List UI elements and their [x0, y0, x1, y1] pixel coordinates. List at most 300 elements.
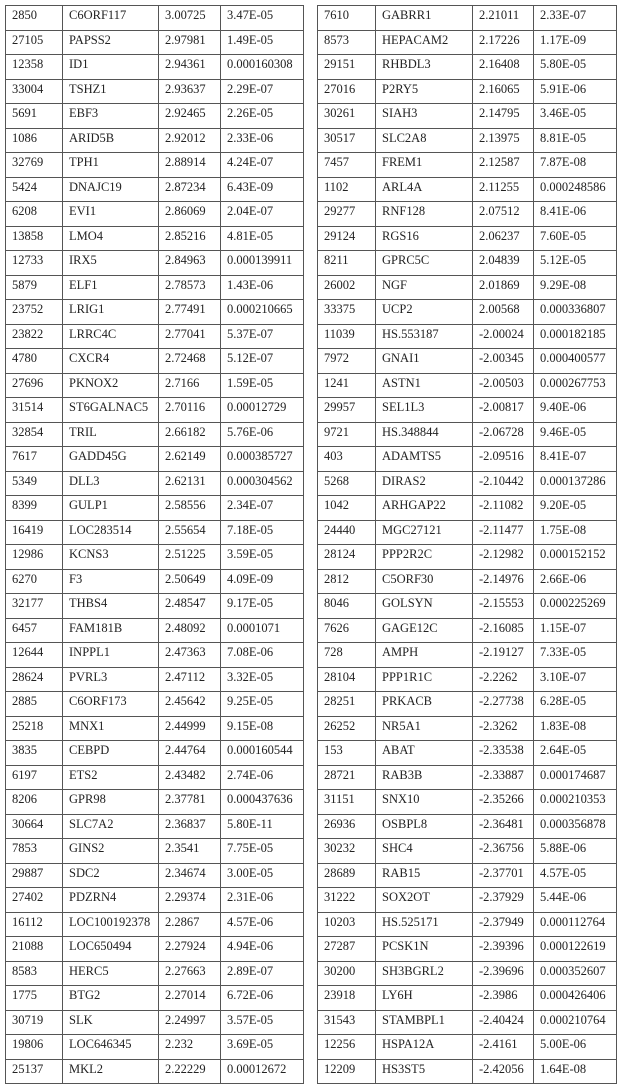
- table-row: [6, 839, 304, 864]
- table-row: [318, 618, 617, 643]
- fold-change-cell: 2.47112: [159, 667, 221, 692]
- fold-change-cell: 2.7166: [159, 373, 221, 398]
- p-value-cell: 2.74E-06: [221, 765, 304, 790]
- p-value-cell: 0.000174687: [534, 765, 617, 790]
- table-row: [318, 1010, 617, 1035]
- gene-symbol-cell: ID1: [63, 55, 159, 80]
- fold-change-cell: 2.62131: [159, 471, 221, 496]
- gene-symbol-cell: UCP2: [376, 300, 473, 325]
- p-value-cell: 2.04E-07: [221, 202, 304, 227]
- p-value-cell: 0.000137286: [534, 471, 617, 496]
- fold-change-cell: 2.85216: [159, 226, 221, 251]
- probe-id-cell: 27402: [6, 888, 63, 913]
- table-row: [318, 961, 617, 986]
- probe-id-cell: 2850: [6, 6, 63, 31]
- gene-symbol-cell: SIAH3: [376, 104, 473, 129]
- p-value-cell: 4.57E-06: [221, 912, 304, 937]
- probe-id-cell: 31151: [318, 790, 376, 815]
- p-value-cell: 0.000139911: [221, 251, 304, 276]
- table-row: [6, 202, 304, 227]
- table-row: [318, 202, 617, 227]
- p-value-cell: 1.49E-05: [221, 30, 304, 55]
- p-value-cell: 0.000248586: [534, 177, 617, 202]
- probe-id-cell: 1775: [6, 986, 63, 1011]
- gene-symbol-cell: RGS16: [376, 226, 473, 251]
- table-row: [318, 447, 617, 472]
- p-value-cell: 7.75E-05: [221, 839, 304, 864]
- probe-id-cell: 31514: [6, 398, 63, 423]
- gene-symbol-cell: C6ORF117: [63, 6, 159, 31]
- p-value-cell: 5.76E-06: [221, 422, 304, 447]
- probe-id-cell: 403: [318, 447, 376, 472]
- gene-symbol-cell: ELF1: [63, 275, 159, 300]
- gene-symbol-cell: GINS2: [63, 839, 159, 864]
- table-row: [6, 863, 304, 888]
- probe-id-cell: 153: [318, 741, 376, 766]
- p-value-cell: 3.69E-05: [221, 1035, 304, 1060]
- gene-symbol-cell: PVRL3: [63, 667, 159, 692]
- fold-change-cell: -2.06728: [473, 422, 534, 447]
- probe-id-cell: 8211: [318, 251, 376, 276]
- table-row: [6, 398, 304, 423]
- p-value-cell: 0.000210764: [534, 1010, 617, 1035]
- fold-change-cell: -2.36756: [473, 839, 534, 864]
- table-row: [6, 447, 304, 472]
- fold-change-cell: 2.44764: [159, 741, 221, 766]
- fold-change-cell: 2.01869: [473, 275, 534, 300]
- gene-symbol-cell: ASTN1: [376, 373, 473, 398]
- probe-id-cell: 13858: [6, 226, 63, 251]
- gene-symbol-cell: THBS4: [63, 594, 159, 619]
- gene-symbol-cell: RAB3B: [376, 765, 473, 790]
- p-value-cell: 1.43E-06: [221, 275, 304, 300]
- p-value-cell: 9.46E-05: [534, 422, 617, 447]
- gene-table-right: [317, 5, 617, 1084]
- probe-id-cell: 8046: [318, 594, 376, 619]
- probe-id-cell: 28689: [318, 863, 376, 888]
- probe-id-cell: 12256: [318, 1035, 376, 1060]
- probe-id-cell: 28251: [318, 692, 376, 717]
- probe-id-cell: 6197: [6, 765, 63, 790]
- table-row: [6, 692, 304, 717]
- fold-change-cell: -2.2262: [473, 667, 534, 692]
- fold-change-cell: 2.48092: [159, 618, 221, 643]
- table-row: [6, 790, 304, 815]
- probe-id-cell: 12733: [6, 251, 63, 276]
- gene-symbol-cell: EVI1: [63, 202, 159, 227]
- gene-symbol-cell: FREM1: [376, 153, 473, 178]
- table-row: [6, 471, 304, 496]
- probe-id-cell: 25218: [6, 716, 63, 741]
- gene-symbol-cell: STAMBPL1: [376, 1010, 473, 1035]
- p-value-cell: 5.12E-05: [534, 251, 617, 276]
- p-value-cell: 0.000225269: [534, 594, 617, 619]
- p-value-cell: 5.80E-11: [221, 814, 304, 839]
- table-row: [6, 594, 304, 619]
- table-row: [6, 1035, 304, 1060]
- gene-symbol-cell: IRX5: [63, 251, 159, 276]
- probe-id-cell: 24440: [318, 520, 376, 545]
- probe-id-cell: 8399: [6, 496, 63, 521]
- table-row: [318, 569, 617, 594]
- probe-id-cell: 8206: [6, 790, 63, 815]
- probe-id-cell: 30200: [318, 961, 376, 986]
- fold-change-cell: 2.44999: [159, 716, 221, 741]
- fold-change-cell: 2.13975: [473, 128, 534, 153]
- fold-change-cell: -2.37929: [473, 888, 534, 913]
- table-row: [6, 986, 304, 1011]
- gene-symbol-cell: HS3ST5: [376, 1059, 473, 1084]
- gene-symbol-cell: SLC2A8: [376, 128, 473, 153]
- probe-id-cell: 28624: [6, 667, 63, 692]
- probe-id-cell: 7853: [6, 839, 63, 864]
- table-row: [318, 128, 617, 153]
- table-row: [6, 55, 304, 80]
- fold-change-cell: 2.92465: [159, 104, 221, 129]
- gene-symbol-cell: C6ORF173: [63, 692, 159, 717]
- fold-change-cell: 2.93637: [159, 79, 221, 104]
- p-value-cell: 5.37E-07: [221, 324, 304, 349]
- fold-change-cell: 2.00568: [473, 300, 534, 325]
- table-row: [318, 422, 617, 447]
- p-value-cell: 3.10E-07: [534, 667, 617, 692]
- gene-symbol-cell: GOLSYN: [376, 594, 473, 619]
- p-value-cell: 2.29E-07: [221, 79, 304, 104]
- probe-id-cell: 5879: [6, 275, 63, 300]
- p-value-cell: 8.41E-06: [534, 202, 617, 227]
- gene-symbol-cell: NR5A1: [376, 716, 473, 741]
- table-row: [6, 496, 304, 521]
- probe-id-cell: 10203: [318, 912, 376, 937]
- probe-id-cell: 12644: [6, 643, 63, 668]
- fold-change-cell: 2.66182: [159, 422, 221, 447]
- fold-change-cell: 2.87234: [159, 177, 221, 202]
- probe-id-cell: 26936: [318, 814, 376, 839]
- p-value-cell: 7.60E-05: [534, 226, 617, 251]
- table-row: [6, 275, 304, 300]
- table-row: [318, 790, 617, 815]
- gene-symbol-cell: TRIL: [63, 422, 159, 447]
- table-row: [318, 1035, 617, 1060]
- fold-change-cell: 2.3541: [159, 839, 221, 864]
- gene-symbol-cell: ABAT: [376, 741, 473, 766]
- gene-symbol-cell: HERC5: [63, 961, 159, 986]
- table-row: [318, 275, 617, 300]
- probe-id-cell: 9721: [318, 422, 376, 447]
- p-value-cell: 9.29E-08: [534, 275, 617, 300]
- fold-change-cell: -2.36481: [473, 814, 534, 839]
- p-value-cell: 1.17E-09: [534, 30, 617, 55]
- fold-change-cell: 2.45642: [159, 692, 221, 717]
- probe-id-cell: 5349: [6, 471, 63, 496]
- p-value-cell: 0.0001071: [221, 618, 304, 643]
- table-row: [318, 839, 617, 864]
- fold-change-cell: -2.39396: [473, 937, 534, 962]
- p-value-cell: 5.00E-06: [534, 1035, 617, 1060]
- probe-id-cell: 1042: [318, 496, 376, 521]
- fold-change-cell: 2.2867: [159, 912, 221, 937]
- probe-id-cell: 16419: [6, 520, 63, 545]
- p-value-cell: 0.000400577: [534, 349, 617, 374]
- p-value-cell: 5.88E-06: [534, 839, 617, 864]
- p-value-cell: 0.000210665: [221, 300, 304, 325]
- fold-change-cell: -2.33538: [473, 741, 534, 766]
- fold-change-cell: -2.27738: [473, 692, 534, 717]
- p-value-cell: 9.40E-06: [534, 398, 617, 423]
- table-row: [6, 251, 304, 276]
- table-row: [318, 814, 617, 839]
- gene-symbol-cell: PPP2R2C: [376, 545, 473, 570]
- p-value-cell: 0.000336807: [534, 300, 617, 325]
- gene-symbol-cell: HSPA12A: [376, 1035, 473, 1060]
- table-row: [6, 128, 304, 153]
- p-value-cell: 0.00012729: [221, 398, 304, 423]
- p-value-cell: 5.12E-07: [221, 349, 304, 374]
- p-value-cell: 3.32E-05: [221, 667, 304, 692]
- gene-symbol-cell: GABRR1: [376, 6, 473, 31]
- table-row: [6, 373, 304, 398]
- table-row: [6, 422, 304, 447]
- gene-symbol-cell: P2RY5: [376, 79, 473, 104]
- p-value-cell: 1.64E-08: [534, 1059, 617, 1084]
- p-value-cell: 0.000385727: [221, 447, 304, 472]
- gene-table-left: [5, 5, 304, 1084]
- probe-id-cell: 1241: [318, 373, 376, 398]
- probe-id-cell: 26252: [318, 716, 376, 741]
- p-value-cell: 3.00E-05: [221, 863, 304, 888]
- p-value-cell: 0.000210353: [534, 790, 617, 815]
- table-row: [318, 30, 617, 55]
- fold-change-cell: 2.50649: [159, 569, 221, 594]
- p-value-cell: 7.87E-08: [534, 153, 617, 178]
- fold-change-cell: 2.27924: [159, 937, 221, 962]
- gene-symbol-cell: F3: [63, 569, 159, 594]
- p-value-cell: 7.08E-06: [221, 643, 304, 668]
- probe-id-cell: 32177: [6, 594, 63, 619]
- gene-symbol-cell: EBF3: [63, 104, 159, 129]
- gene-symbol-cell: ADAMTS5: [376, 447, 473, 472]
- probe-id-cell: 8573: [318, 30, 376, 55]
- p-value-cell: 6.28E-05: [534, 692, 617, 717]
- gene-symbol-cell: LOC283514: [63, 520, 159, 545]
- p-value-cell: 2.31E-06: [221, 888, 304, 913]
- probe-id-cell: 27287: [318, 937, 376, 962]
- table-row: [318, 888, 617, 913]
- table-row: [6, 349, 304, 374]
- fold-change-cell: 2.22229: [159, 1059, 221, 1084]
- fold-change-cell: -2.3986: [473, 986, 534, 1011]
- p-value-cell: 0.000356878: [534, 814, 617, 839]
- gene-symbol-cell: TPH1: [63, 153, 159, 178]
- fold-change-cell: 2.48547: [159, 594, 221, 619]
- p-value-cell: 0.000160308: [221, 55, 304, 80]
- p-value-cell: 4.94E-06: [221, 937, 304, 962]
- fold-change-cell: 2.17226: [473, 30, 534, 55]
- probe-id-cell: 21088: [6, 937, 63, 962]
- fold-change-cell: 2.94361: [159, 55, 221, 80]
- fold-change-cell: -2.10442: [473, 471, 534, 496]
- table-row: [6, 1059, 304, 1084]
- probe-id-cell: 5691: [6, 104, 63, 129]
- table-row: [318, 863, 617, 888]
- gene-symbol-cell: PKNOX2: [63, 373, 159, 398]
- gene-symbol-cell: GADD45G: [63, 447, 159, 472]
- fold-change-cell: -2.12982: [473, 545, 534, 570]
- fold-change-cell: -2.00024: [473, 324, 534, 349]
- table-row: [318, 912, 617, 937]
- gene-symbol-cell: SEL1L3: [376, 398, 473, 423]
- table-row: [6, 153, 304, 178]
- table-row: [6, 300, 304, 325]
- table-row: [318, 496, 617, 521]
- probe-id-cell: 27696: [6, 373, 63, 398]
- probe-id-cell: 3835: [6, 741, 63, 766]
- table-row: [318, 520, 617, 545]
- gene-symbol-cell: DLL3: [63, 471, 159, 496]
- p-value-cell: 0.000304562: [221, 471, 304, 496]
- p-value-cell: 0.000267753: [534, 373, 617, 398]
- probe-id-cell: 6270: [6, 569, 63, 594]
- gene-symbol-cell: KCNS3: [63, 545, 159, 570]
- fold-change-cell: 3.00725: [159, 6, 221, 31]
- probe-id-cell: 11039: [318, 324, 376, 349]
- p-value-cell: 6.72E-06: [221, 986, 304, 1011]
- p-value-cell: 9.25E-05: [221, 692, 304, 717]
- probe-id-cell: 28124: [318, 545, 376, 570]
- fold-change-cell: 2.58556: [159, 496, 221, 521]
- probe-id-cell: 2812: [318, 569, 376, 594]
- fold-change-cell: 2.70116: [159, 398, 221, 423]
- probe-id-cell: 25137: [6, 1059, 63, 1084]
- gene-symbol-cell: GPR98: [63, 790, 159, 815]
- table-row: [318, 765, 617, 790]
- fold-change-cell: -2.37949: [473, 912, 534, 937]
- gene-symbol-cell: NGF: [376, 275, 473, 300]
- gene-symbol-cell: ST6GALNAC5: [63, 398, 159, 423]
- p-value-cell: 9.20E-05: [534, 496, 617, 521]
- p-value-cell: 4.24E-07: [221, 153, 304, 178]
- p-value-cell: 3.47E-05: [221, 6, 304, 31]
- gene-symbol-cell: PDZRN4: [63, 888, 159, 913]
- table-row: [6, 716, 304, 741]
- table-row: [318, 545, 617, 570]
- fold-change-cell: -2.09516: [473, 447, 534, 472]
- table-row: [318, 937, 617, 962]
- gene-symbol-cell: GPRC5C: [376, 251, 473, 276]
- gene-symbol-cell: SH3BGRL2: [376, 961, 473, 986]
- p-value-cell: 7.33E-05: [534, 643, 617, 668]
- probe-id-cell: 30261: [318, 104, 376, 129]
- gene-symbol-cell: ARHGAP22: [376, 496, 473, 521]
- p-value-cell: 2.66E-06: [534, 569, 617, 594]
- p-value-cell: 5.44E-06: [534, 888, 617, 913]
- fold-change-cell: 2.27014: [159, 986, 221, 1011]
- probe-id-cell: 30517: [318, 128, 376, 153]
- p-value-cell: 2.89E-07: [221, 961, 304, 986]
- gene-symbol-cell: BTG2: [63, 986, 159, 1011]
- fold-change-cell: -2.3262: [473, 716, 534, 741]
- gene-symbol-cell: SLK: [63, 1010, 159, 1035]
- probe-id-cell: 19806: [6, 1035, 63, 1060]
- fold-change-cell: 2.51225: [159, 545, 221, 570]
- p-value-cell: 0.000437636: [221, 790, 304, 815]
- gene-symbol-cell: AMPH: [376, 643, 473, 668]
- p-value-cell: 0.000182185: [534, 324, 617, 349]
- gene-symbol-cell: GNAI1: [376, 349, 473, 374]
- table-row: [6, 324, 304, 349]
- p-value-cell: 0.000426406: [534, 986, 617, 1011]
- probe-id-cell: 5424: [6, 177, 63, 202]
- p-value-cell: 4.09E-09: [221, 569, 304, 594]
- table-row: [318, 300, 617, 325]
- gene-symbol-cell: OSBPL8: [376, 814, 473, 839]
- table-row: [6, 30, 304, 55]
- table-row: [6, 912, 304, 937]
- probe-id-cell: 27016: [318, 79, 376, 104]
- fold-change-cell: -2.00817: [473, 398, 534, 423]
- gene-symbol-cell: RAB15: [376, 863, 473, 888]
- probe-id-cell: 23918: [318, 986, 376, 1011]
- probe-id-cell: 30664: [6, 814, 63, 839]
- gene-symbol-cell: HS.553187: [376, 324, 473, 349]
- gene-symbol-cell: PPP1R1C: [376, 667, 473, 692]
- table-row: [6, 814, 304, 839]
- gene-symbol-cell: ARID5B: [63, 128, 159, 153]
- table-row: [6, 520, 304, 545]
- fold-change-cell: 2.07512: [473, 202, 534, 227]
- p-value-cell: 8.41E-07: [534, 447, 617, 472]
- table-row: [318, 741, 617, 766]
- fold-change-cell: 2.78573: [159, 275, 221, 300]
- fold-change-cell: 2.29374: [159, 888, 221, 913]
- fold-change-cell: -2.14976: [473, 569, 534, 594]
- fold-change-cell: 2.12587: [473, 153, 534, 178]
- fold-change-cell: 2.47363: [159, 643, 221, 668]
- table-row: [6, 937, 304, 962]
- fold-change-cell: -2.16085: [473, 618, 534, 643]
- fold-change-cell: -2.35266: [473, 790, 534, 815]
- gene-symbol-cell: RNF128: [376, 202, 473, 227]
- table-row: [318, 79, 617, 104]
- fold-change-cell: 2.06237: [473, 226, 534, 251]
- table-row: [6, 643, 304, 668]
- fold-change-cell: 2.92012: [159, 128, 221, 153]
- p-value-cell: 3.57E-05: [221, 1010, 304, 1035]
- fold-change-cell: -2.00503: [473, 373, 534, 398]
- table-row: [318, 667, 617, 692]
- table-row: [6, 177, 304, 202]
- table-row: [6, 104, 304, 129]
- fold-change-cell: 2.11255: [473, 177, 534, 202]
- probe-id-cell: 32769: [6, 153, 63, 178]
- table-row: [318, 398, 617, 423]
- fold-change-cell: 2.16408: [473, 55, 534, 80]
- fold-change-cell: -2.11477: [473, 520, 534, 545]
- p-value-cell: 5.80E-05: [534, 55, 617, 80]
- probe-id-cell: 7457: [318, 153, 376, 178]
- probe-id-cell: 29277: [318, 202, 376, 227]
- table-row: [6, 1010, 304, 1035]
- p-value-cell: 0.000112764: [534, 912, 617, 937]
- p-value-cell: 9.17E-05: [221, 594, 304, 619]
- probe-id-cell: 6208: [6, 202, 63, 227]
- gene-symbol-cell: GAGE12C: [376, 618, 473, 643]
- fold-change-cell: -2.39696: [473, 961, 534, 986]
- p-value-cell: 5.91E-06: [534, 79, 617, 104]
- table-row: [318, 643, 617, 668]
- gene-symbol-cell: DNAJC19: [63, 177, 159, 202]
- probe-id-cell: 16112: [6, 912, 63, 937]
